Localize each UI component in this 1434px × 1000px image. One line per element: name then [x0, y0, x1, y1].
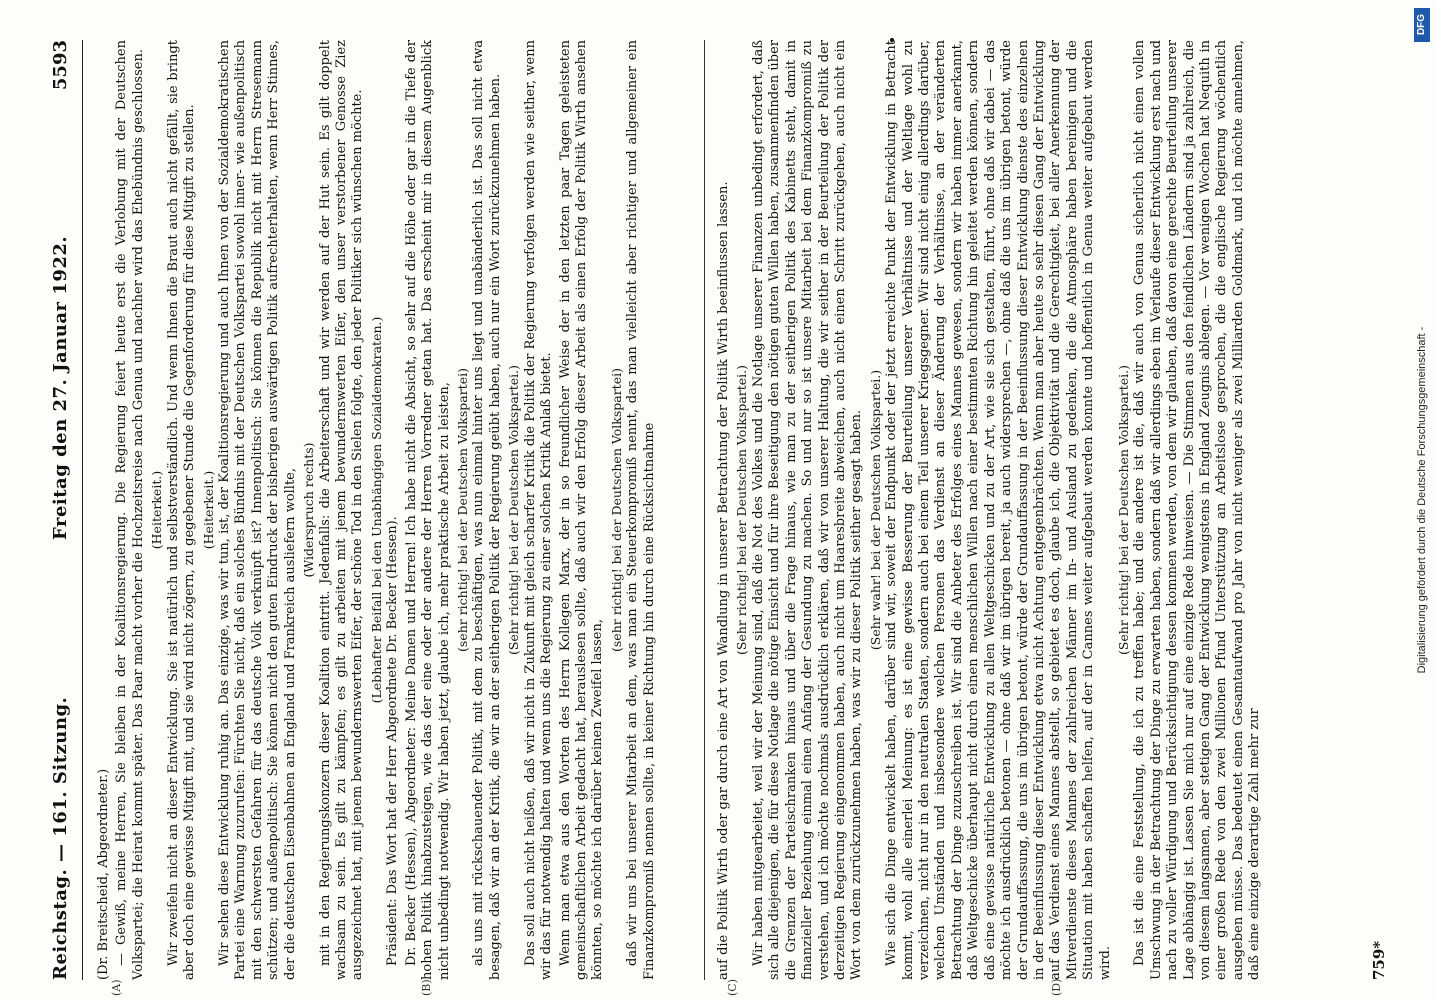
- header-rule: [82, 40, 83, 980]
- paragraph: Präsident: Das Wort hat der Herr Abgeordnete Dr. Becker (Hessen).: [385, 516, 401, 966]
- right-column: [716, 40, 1366, 980]
- margin-mark-d: (D): [1050, 978, 1063, 996]
- paragraph: auf die Politik Wirth oder gar durch eine Art von Wandlung in unserer Betrachtung der Politik Wirth beeinflussen lassen.: [716, 181, 731, 980]
- margin-mark-a: (A): [110, 979, 123, 996]
- digitization-credit: Digitalisierung gefördert durch die Deutsche Forschungsgemeinschaft -: [1416, 326, 1428, 674]
- interjection: (Sehr richtig! bei der Deutschen Volkspartei.): [1115, 364, 1131, 656]
- paragraph: Wir zweifeln nicht an dieser Entwicklung. Sie ist natürlich und selbstverständlich. Und wenn Ihnen die Braut auch nicht gefällt, sie bringt aber doch eine gewisse Mitgift mit, und sie wird nicht zögern, zu gegebener Stunde die Gegenforderung für diese Mitgift zu stellen.: [165, 40, 198, 980]
- page-header: [40, 40, 80, 980]
- page-number: 5593: [50, 40, 71, 91]
- paragraph: mit in den Regierungskonzern dieser Koalition eintritt. Jedenfalls: die Arbeiterschaft und wir werden auf der Hut sein. Es gilt doppelt wachsam zu sein. Es gilt zu kämpfen; es gilt zu arbeiten mit jenem bewundernswerten Eifer, den unser verstorbener Genosse Ziez ausgezeichnet hat, mit jenem bewundernswerten Eifer, der schöne Tod in den Sielen folgte, den jeder Politiker sich wünschen möchte.: [317, 40, 366, 980]
- paragraph: Wenn man etwa aus den Worten des Herrn Kollegen Marx, der in so freundlicher Weise der in den letzten paar Tagen geleisteten gemeinschaftlichen Arbeit gedacht hat, herauslesen sollte, daß auch wir den Erfolg dieser Arbeit als einen Erfolg der Politik Wirth ansehen könnten, so möchte ich darüber keinen Zweifel lassen,: [557, 40, 606, 980]
- margin-mark-c: (C): [726, 979, 739, 996]
- interjection: (Heiterkeit.): [149, 470, 165, 550]
- interjection: (Heiterkeit.): [200, 470, 216, 550]
- paragraph: als uns mit rückschauender Politik, mit dem zu beschäftigen, was nun einmal hinter uns liegt und unabänderlich ist. Das soll nicht etwa besagen, daß wir an der Kritik, die wir an der seitherigen Politik der Regierung geübt haben, auch nur ein Wort zurückzunehmen haben.: [471, 40, 503, 980]
- margin-mark-b: (B): [420, 979, 433, 996]
- interjection: (sehr richtig! bei der Deutschen Volkspartei): [454, 368, 470, 652]
- interjection: (Lebhafter Beifall bei den Unabhängigen Sozialdemokraten.): [368, 316, 384, 704]
- dfg-logo-text: DFG: [1416, 13, 1428, 36]
- interjection: (Sehr richtig! bei der Deutschen Volkspartei.): [734, 364, 750, 656]
- interjection: (sehr richtig! bei der Deutschen Volkspartei): [608, 368, 624, 652]
- paragraph: Dr. Becker (Hessen), Abgeordneter: Meine Damen und Herren! Ich habe nicht die Absicht, so sehr auf die Höhe oder gar in die Tiefe der hohen Politik hinabzusteigen, wie das der eine oder der andere der Herren Vorredner getan hat. Das erscheint mir in diesem Augenblick nicht unbedingt notwendig. Wir haben jetzt, glaube ich, mehr praktische Arbeit zu leisten,: [403, 40, 452, 980]
- interjection: (Widerspruch rechts): [301, 442, 317, 578]
- paragraph: daß wir uns bei unserer Mitarbeit an dem, was man ein Steuerkompromiß nennt, das man vielleicht aber richtiger und allgemeiner ein Finanzkompromiß nennen sollte, in keiner Richtung hin durch eine Rücksichtnahme: [625, 40, 657, 980]
- header-left: Reichstag. — 161. Sitzung.: [50, 696, 71, 980]
- header-date: Freitag den 27. Januar 1922.: [50, 235, 71, 540]
- paragraph: Das soll auch nicht heißen, daß wir nicht in Zukunft mit gleich scharfer Kritik die Politik der Regierung verfolgen werden wie seither, wenn wir das für notwendig halten und wenn uns die Regierung zu einer solchen Kritik Anlaß bietet.: [522, 40, 555, 980]
- paragraph: — Gewiß, meine Herren, Sie bleiben in der Koalitionsregierung. Die Regierung feiert heute erst die Verlobung mit der Deutschen Volkspartei; die Heirat kommt später. Das Paar macht vorher die Hochzeitsreise nach Genua und nachher wird das Ehebündnis geschlossen.: [114, 40, 146, 980]
- interjection: (Sehr wahr! bei der Deutschen Volkspartei.): [867, 369, 883, 651]
- paragraph: Das ist die eine Feststellung, die ich zu treffen habe; und die andere ist die, daß wir auch von Genua sicherlich nicht einen vollen Umschwung in der Betrachtung der Dinge zu erwarten haben, sondern daß wir allerdings eben im Verlaufe dieser Entwicklung erst nach und nach zu voller Würdigung und Berücksichtigung dessen kommen werden, von dem wir glauben, daß davon eine gerechte Beurteilung unserer Lage abhängig ist. Lassen Sie mich nur auf eine einzige Rede hinweisen. — Die Stimmen aus den feindlichen Ländern sind ja zahlreich, die von diesem langsamen, aber stetigen Gang der Entwicklung wenigstens in England Zeugnis ablegen. — Vor wenigen Wochen hat Nequith in einer großen Rede von den zwei Millionen Pfund Unterstützung an Arbeitslose gesprochen, die die englische Regierung wöchentlich ausgeben müsse. Das bedeutet einen Gesamtaufwand pro Jahr von nicht weniger als zwei Milliarden Goldmark, und ich möchte annehmen, daß eine einzige derartige Zahl mehr zur: [1132, 40, 1263, 980]
- column-divider: [704, 40, 705, 980]
- paragraph: Wir haben mitgearbeitet, weil wir der Meinung sind, daß die Not des Volkes und die Notlage unserer Finanzen unbedingt erfordert, daß sich alle diejenigen, die für diese Notlage die nötige Einsicht und für ihre Beseitigung den nötigen guten Willen haben, zusammenfinden über die Grenzen der Parteischranken hinaus und über die Frage hinaus, wie man zu der seitherigen Politik des Kabinetts steht, damit in finanzieller Beziehung einmal einen Anfang der Gesundung zu machen. So und nur so ist unsere Mitarbeit bei dem Finanzkompromiß zu verstehen, und ich möchte nochmals ausdrücklich erklären, daß wir von unserer Haltung, die wir seither in der Beurteilung der Politik der derzeitigen Regierung eingenommen haben, auch nicht um Haaresbreite abweichen, auch nicht einen Schritt zurückgehen, auch nicht ein Wort von dem zurückzunehmen haben, was wir zu dieser Politik seither gesagt haben.: [750, 40, 865, 980]
- paragraph: Wir sehen diese Entwicklung ruhig an. Das einzige, was wir tun, ist, der Koalitionsregierung und auch Ihnen von der Sozialdemokratischen Partei eine Warnung zuzurufen: Fürchten Sie nicht, daß ein solches Bündnis mit der Deutschen Volkspartei sowohl inner- wie außenpolitisch mit den schwersten Gefahren für das deutsche Volk verknüpft ist? Innenpolitisch: Sie können die Republik nicht mit Herrn Stresemann schützen; und außenpolitisch: Sie können nicht den guten Eindruck der bisherigen auswärtigen Politik aufrechterhalten, wenn Herr Stinnes, der die deutschen Eisenbahnen an England und Frankreich ausliefern wollte,: [217, 40, 298, 980]
- interjection: (Sehr richtig! bei der Deutschen Volkspartei.): [506, 364, 522, 656]
- paragraph: Wie sich die Dinge entwickelt haben, darüber sind wir, soweit der Endpunkt oder der jetzt erreichte Punkt der Entwicklung in Betracht kommt, wohl alle einerlei Meinung: es ist eine gewisse Besserung der Beurteilung unserer Verhältnisse und der Weltlage wohl zu verzeichnen, nicht nur in den neutralen Staaten, sondern auch bei einem Teil unserer Kriegsgegner. Wir sind nicht einig allerdings darüber, welchen Umständen und insbesondere welchen Personen das Verdienst an dieser Änderung der Verhältnisse, an der veränderten Betrachtung der Dinge zuzuschreiben ist. Wir sind die Anbeter des Erfolges eines Mannes gewesen, sondern wir haben immer anerkannt, daß Weltgeschicke überhaupt nicht durch einen menschlichen Willen nach einer bestimmten Richtung hin geleitet werden können, sondern daß eine gewisse natürliche Entwicklung zu allen Weltgeschicken und zu der Art, wie sie sich gestalten, führt, ohne daß wir dabei — das möchte ich ausdrücklich betonen — ohne daß wir im übrigen bereit, ja auch widersprechen —, ohne daß die uns im übrigen betont, würde der Grundauffassung, die uns im übrigen betont, würde der Grundauffassung in der Beeinflussung dieser Entwicklung dienste des einzelnen in der Beeinflussung dieser Entwicklung etwa nicht Achtung entgegenbrächten. Wenn man aber heute so sehr diesen Gang der Entwicklung auf das Verdienst eines Mannes abstellt, so gebietet es doch, glaube ich, die Objektivität und die Gerechtigkeit, bei aller Anerkennung der Mitverdienste dieses Mannes der zahlreichen Männer im In- und Ausland zu gedenken, die die Atmosphäre haben bereinigen und die Situation mit haben schaffen helfen, auf der in Cannes weiter aufgebaut werden konnte und hoffentlich in Genua weiter aufgebaut werden wird.: [884, 40, 1113, 980]
- paragraph: (Dr. Breitscheid, Abgeordneter.): [96, 768, 111, 980]
- left-column: [96, 40, 696, 980]
- dfg-logo: [1414, 8, 1430, 42]
- footer-number: 759*: [1370, 940, 1388, 980]
